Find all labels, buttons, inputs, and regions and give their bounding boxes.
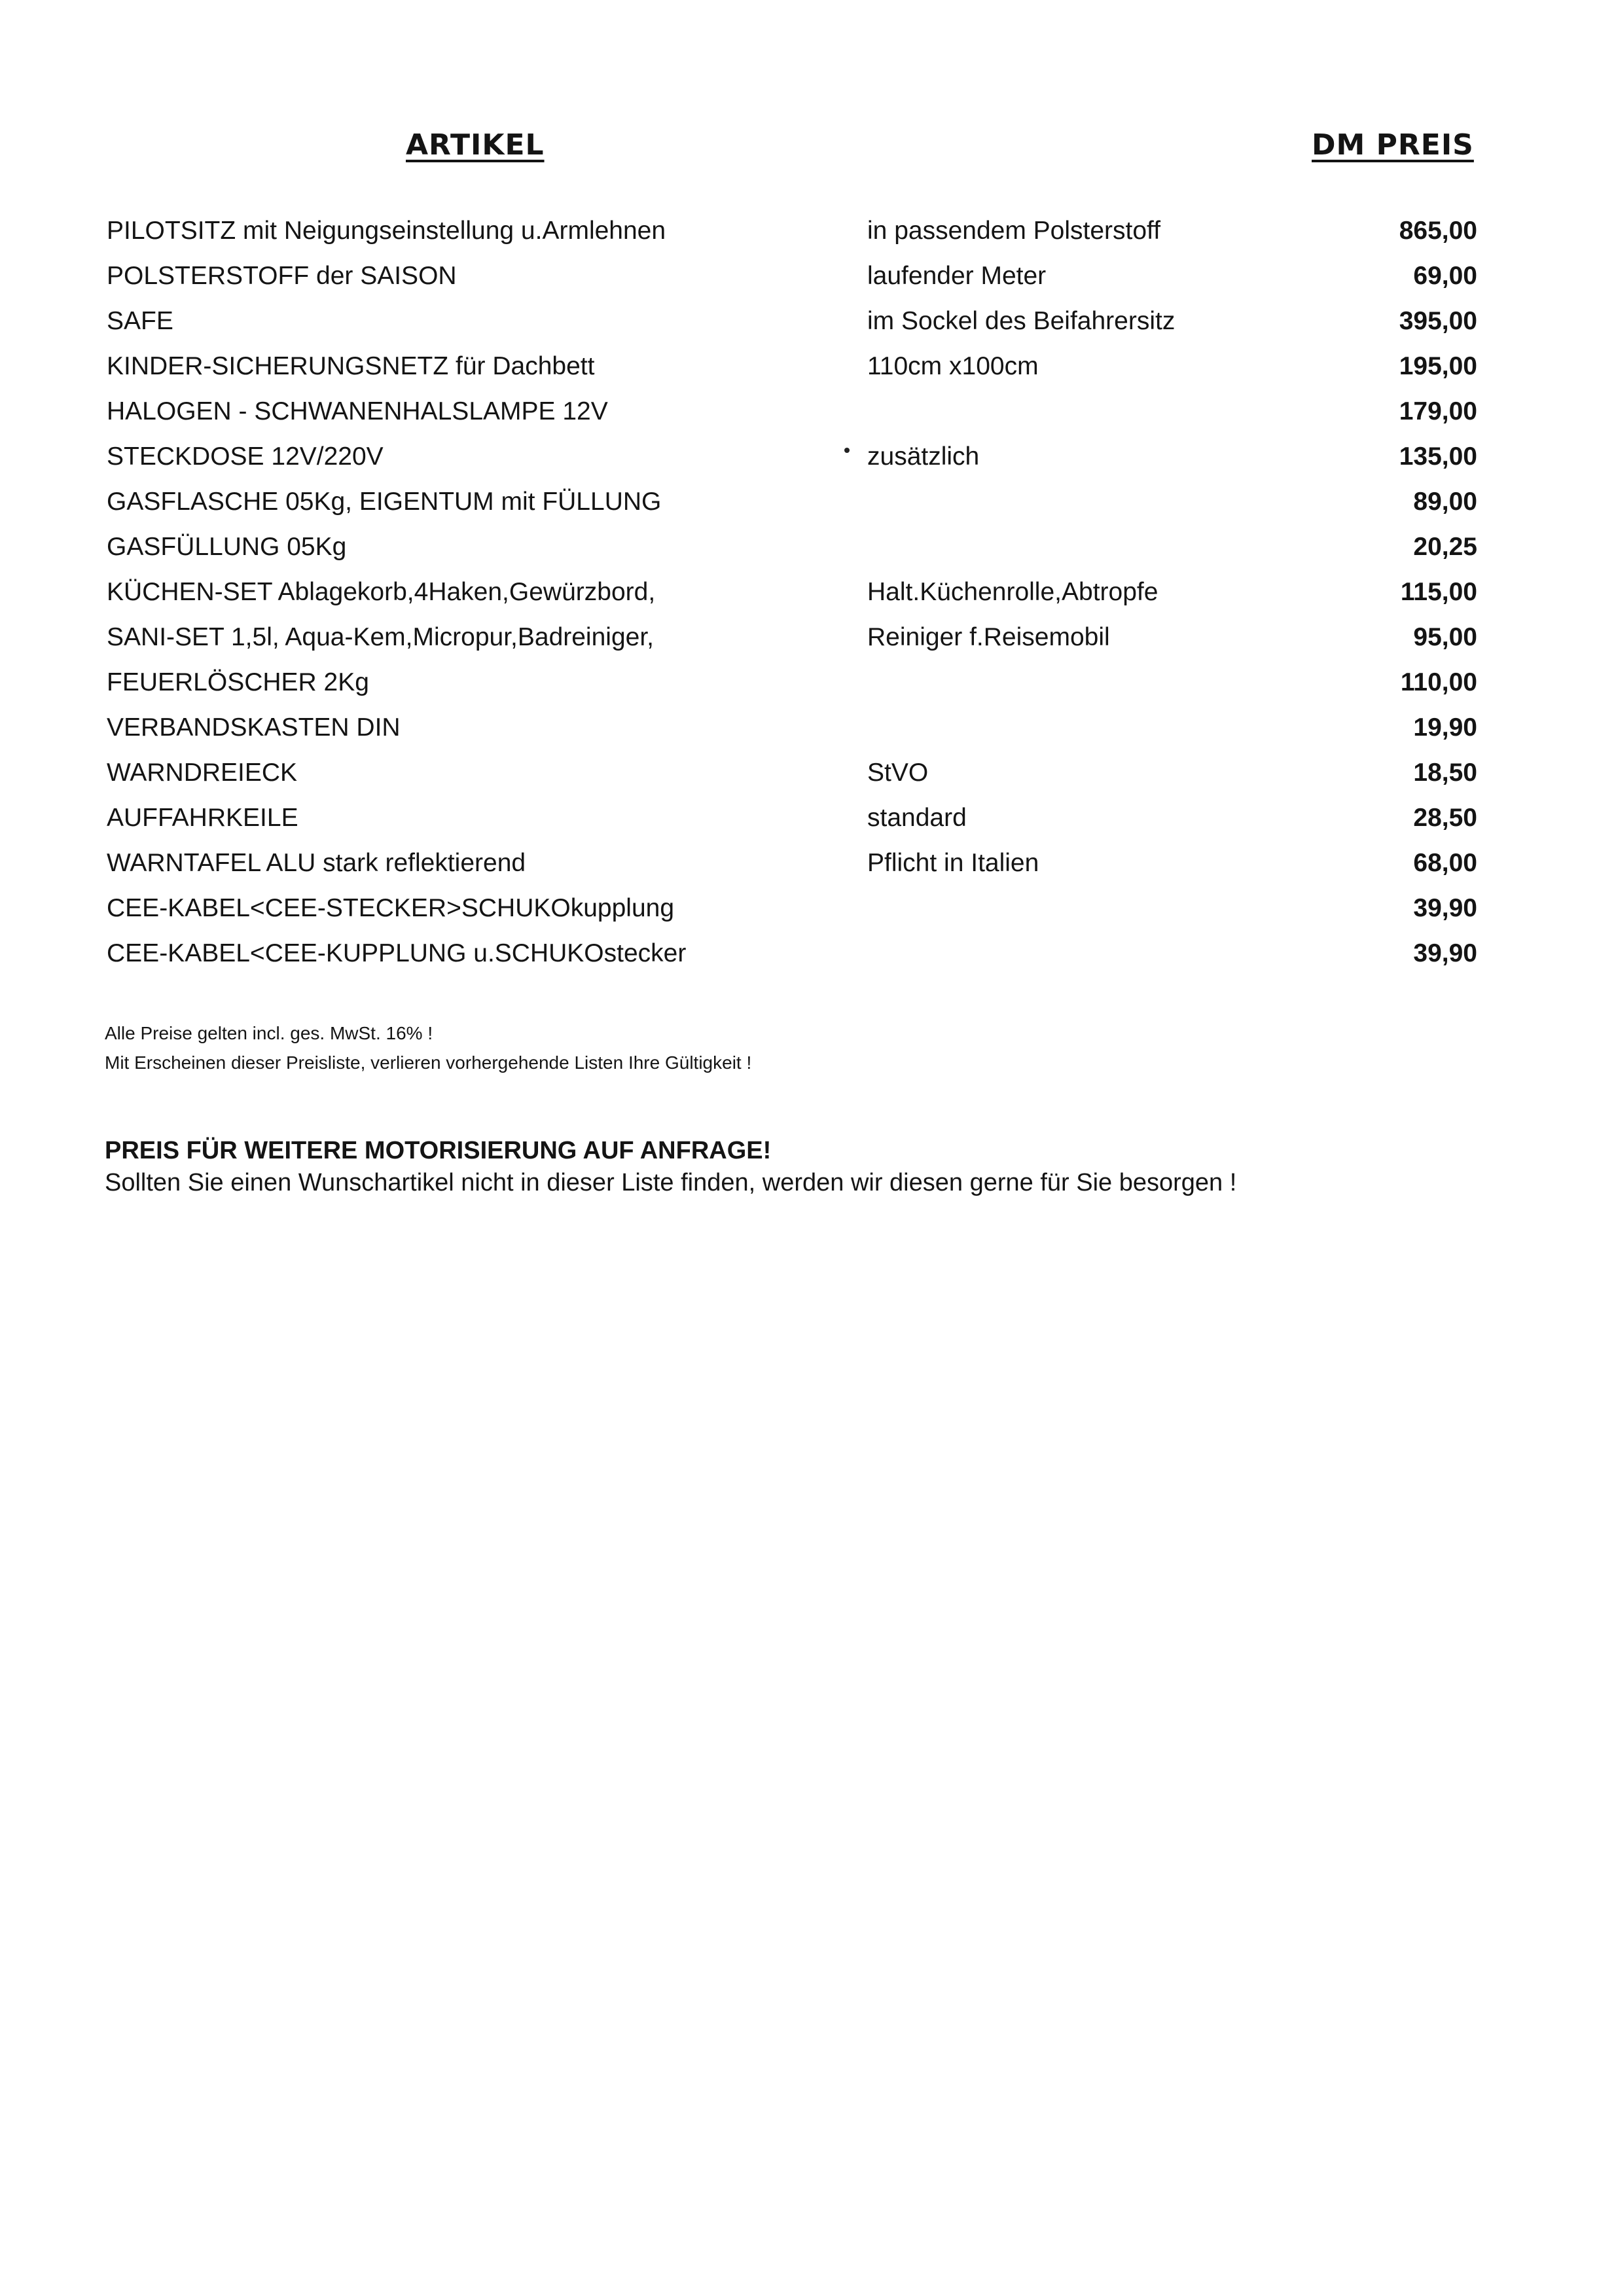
article-price: 395,00	[1399, 307, 1477, 335]
table-row	[0, 660, 1616, 705]
column-header-dm-preis: DM PREIS	[1312, 128, 1474, 162]
article-name: FEUERLÖSCHER 2Kg	[107, 668, 369, 696]
article-note: Reiniger f.Reisemobil	[867, 623, 1110, 651]
article-price: 20,25	[1413, 533, 1477, 561]
article-price: 69,00	[1413, 262, 1477, 290]
article-price: 195,00	[1399, 352, 1477, 380]
table-row	[0, 931, 1616, 976]
article-price: 865,00	[1399, 217, 1477, 245]
article-note: zusätzlich	[867, 442, 980, 471]
article-name: WARNDREIECK	[107, 759, 298, 787]
article-name: HALOGEN - SCHWANENHALSLAMPE 12V	[107, 397, 608, 425]
table-row	[0, 615, 1616, 660]
article-price: 110,00	[1400, 668, 1477, 696]
table-row	[0, 298, 1616, 344]
article-name: VERBANDSKASTEN DIN	[107, 713, 401, 742]
article-price: 19,90	[1413, 713, 1477, 742]
table-row	[0, 389, 1616, 434]
article-name: POLSTERSTOFF der SAISON	[107, 262, 457, 290]
vat-footnote: Alle Preise gelten incl. ges. MwSt. 16% !	[105, 1023, 433, 1043]
article-price: 39,90	[1413, 939, 1477, 967]
table-row	[0, 795, 1616, 840]
article-name: KÜCHEN-SET Ablagekorb,4Haken,Gewürzbord,	[107, 578, 656, 606]
article-price: 135,00	[1399, 442, 1477, 471]
article-price: 115,00	[1400, 578, 1477, 606]
article-note: Pflicht in Italien	[867, 849, 1039, 877]
article-name: STECKDOSE 12V/220V	[107, 442, 384, 471]
article-price: 89,00	[1413, 488, 1477, 516]
table-row	[0, 705, 1616, 750]
article-price: 28,50	[1413, 804, 1477, 832]
table-row	[0, 479, 1616, 524]
table-row	[0, 886, 1616, 931]
column-header-artikel: ARTIKEL	[406, 128, 545, 162]
table-row	[0, 524, 1616, 569]
article-price: 18,50	[1413, 759, 1477, 787]
article-name: SANI-SET 1,5l, Aqua-Kem,Micropur,Badreiniger,	[107, 623, 655, 651]
article-name: GASFÜLLUNG 05Kg	[107, 533, 347, 561]
bullet-dot-icon	[844, 448, 850, 453]
price-table	[0, 208, 1616, 976]
article-note: StVO	[867, 759, 929, 787]
validity-footnote: Mit Erscheinen dieser Preisliste, verlieren vorhergehende Listen Ihre Gültigkeit !	[105, 1052, 752, 1073]
article-name: CEE-KABEL<CEE-KUPPLUNG u.SCHUKOstecker	[107, 939, 687, 967]
article-name: KINDER-SICHERUNGSNETZ für Dachbett	[107, 352, 595, 380]
table-row	[0, 750, 1616, 795]
article-name: AUFFAHRKEILE	[107, 804, 298, 832]
article-name: PILOTSITZ mit Neigungseinstellung u.Armlehnen	[107, 217, 666, 245]
article-note: 110cm x100cm	[867, 352, 1039, 380]
article-note: in passendem Polsterstoff	[867, 217, 1161, 245]
table-row	[0, 208, 1616, 253]
article-name: WARNTAFEL ALU stark reflektierend	[107, 849, 526, 877]
table-row	[0, 569, 1616, 615]
article-note: standard	[867, 804, 967, 832]
article-note: Halt.Küchenrolle,Abtropfe	[867, 578, 1158, 606]
article-name: GASFLASCHE 05Kg, EIGENTUM mit FÜLLUNG	[107, 488, 662, 516]
article-price: 95,00	[1413, 623, 1477, 651]
article-name: CEE-KABEL<CEE-STECKER>SCHUKOkupplung	[107, 894, 675, 922]
table-row	[0, 840, 1616, 886]
table-row	[0, 434, 1616, 479]
article-note: im Sockel des Beifahrersitz	[867, 307, 1176, 335]
article-price: 68,00	[1413, 849, 1477, 877]
wish-article-notice: Sollten Sie einen Wunschartikel nicht in dieser Liste finden, werden wir diesen gerne für Sie besorgen !	[105, 1169, 1237, 1196]
article-name: SAFE	[107, 307, 173, 335]
article-note: laufender Meter	[867, 262, 1047, 290]
table-row	[0, 344, 1616, 389]
article-price: 39,90	[1413, 894, 1477, 922]
table-row	[0, 253, 1616, 298]
motorization-notice-title: PREIS FÜR WEITERE MOTORISIERUNG AUF ANFRAGE!	[105, 1137, 772, 1164]
article-price: 179,00	[1399, 397, 1477, 425]
